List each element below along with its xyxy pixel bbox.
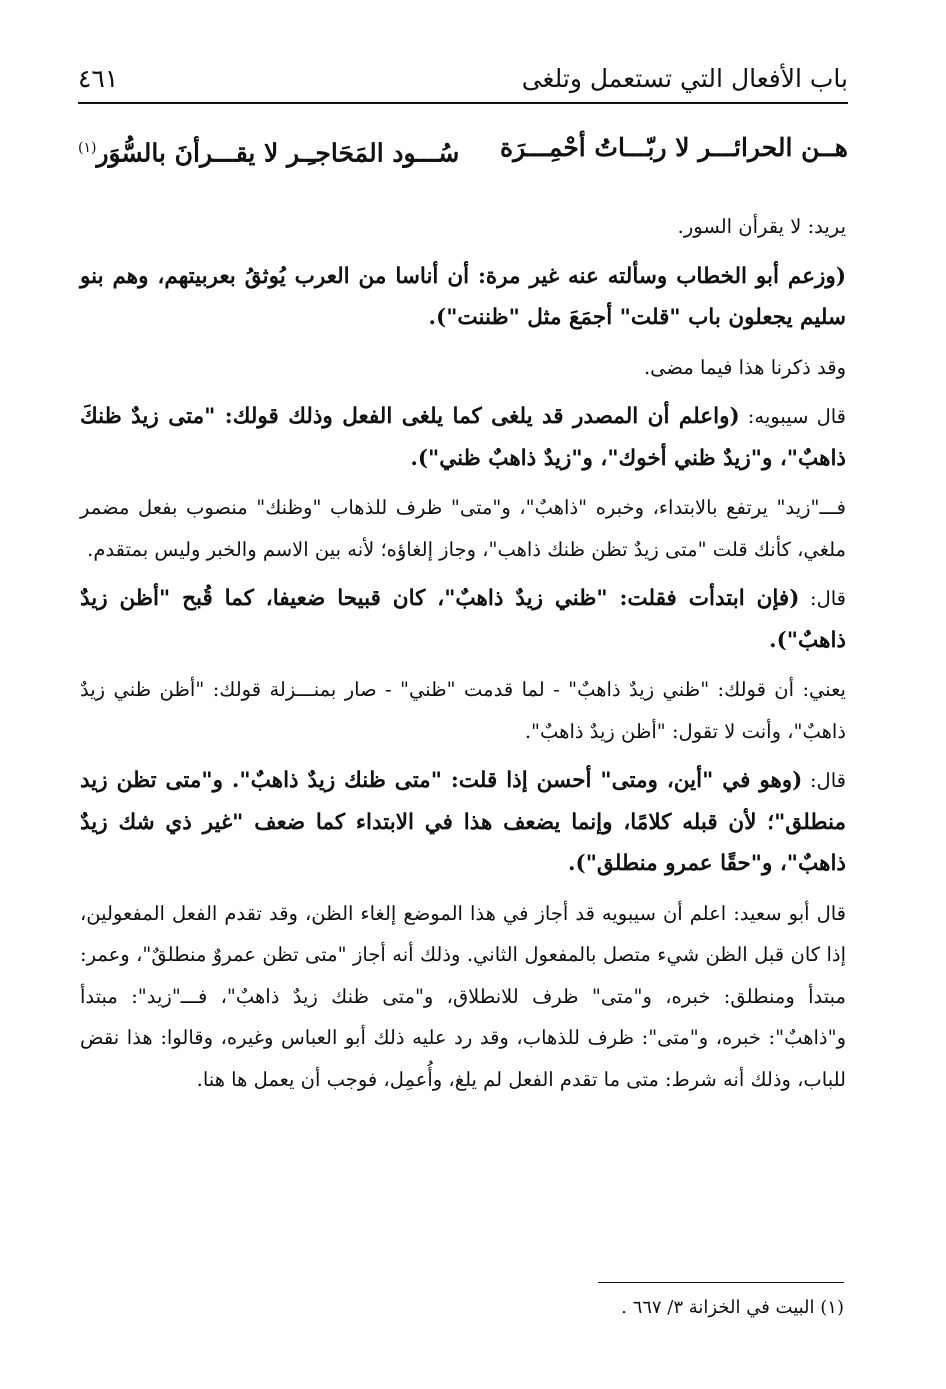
paragraph-intro: قال: [802,769,846,792]
paragraph [80,893,846,1101]
footnote-divider [598,1282,844,1283]
paragraph [80,760,846,885]
paragraph [80,487,846,570]
quoted-text: (وزعم أبو الخطاب وسألته عنه غير مرة: أن أناسا من العرب يُوثقُ بعربيتهم، وهم بنو سليم يجعلون باب "قلت" أجمَعَ مثل "ظننت"). [80,263,846,330]
paragraph-text: فـــ"زيد" يرتفع بالابتداء، وخبره "ذاهبٌ"، و"متى" ظرف للذهاب "وظنك" منصوب بفعل مضمر ملغي، كأنك قلت "متى زيدٌ تظن ظنك ذاهب"، وجاز إلغاؤه؛ لأنه بين الاسم والخبر وليس بمتقدم. [80,496,846,561]
paragraph [80,669,846,752]
footnote: (١) البيت في الخزانة ٣/ ٦٦٧ . [621,1297,844,1318]
paragraph-intro: قال سيبويه: [739,405,846,428]
page-header [78,58,848,98]
footnote-marker: (١) [78,140,97,156]
page-number: ٤٦١ [78,63,119,93]
chapter-title: باب الأفعال التي تستعمل وتلغى [521,63,848,93]
paragraph [80,578,846,661]
paragraph-text: قال أبو سعيد: اعلم أن سيبويه قد أجاز في هذا الموضع إلغاء الظن، وقد تقدم الفعل المفعولين، إذا كان قبل الظن شيء متصل بالمفعول الثاني. وذلك أنه أجاز "متى تظن عمروٌ منطلقٌ"، وعمر: مبتدأ ومنطلق: خبره، و"متى" ظرف للانطلاق، و"متى ظنك زيدٌ ذاهبٌ"، فـــ"زيد": مبتدأ و"ذاهبٌ": خبره، و"متى": ظرف للذهاب، وقد رد عليه ذلك أبو العباس وغيره، وقالوا: هذا نقض للباب، وذلك أنه شرط: متى ما تقدم الفعل لم يلغ، وأُعمِل، فوجب أن يعمل ها هنا. [80,901,846,1091]
quoted-text: (فإن ابتدأت فقلت: "ظني زيدٌ ذاهبٌ"، كان قبيحا ضعيفا، كما قُبح "أظن زيدٌ ذاهبٌ"). [80,586,846,653]
paragraph [80,347,846,389]
quoted-text: (واعلم أن المصدر قد يلغى كما يلغى الفعل وذلك قولك: "متى زيدٌ ظنكَ ذاهبٌ"، و"زيدٌ ظني أخوك"، و"زيدٌ ذاهبٌ ظني"). [80,404,846,471]
quoted-text: (وهو في "أين، ومتى" أحسن إذا قلت: "متى ظنك زيدٌ ذاهبٌ". و"متى تظن زيد منطلق"؛ لأن قبله كلامًا، وإنما يضعف هذا في الابتداء كما ضعف "غير ذي شك زيدٌ ذاهبٌ"، و"حقًا عمرو منطلق"). [80,768,847,876]
paragraph [80,396,846,479]
paragraph-text: يعني: أن قولك: "ظني زيدٌ ذاهبٌ" - لما قدمت "ظني" - صار بمنـــزلة قولك: "أظن ظني زيدٌ ذاهبٌ"، وأنت لا تقول: "أظن زيدٌ ذاهبٌ". [80,678,846,743]
paragraph-text: وقد ذكرنا هذا فيما مضى. [643,355,846,379]
verse-second-hemistich [78,124,459,177]
paragraph [80,256,846,339]
poetry-verse [78,124,848,177]
verse-second-hemistich-text: سُـــود المَحَاجـِـر لا يقـــرأنَ بالسُّوَر [96,138,460,168]
paragraph-intro: قال: [799,587,846,610]
body-text [80,206,846,1108]
paragraph-text: يريد: لا يقرأن السور. [677,215,846,238]
header-divider [78,102,848,104]
paragraph [80,206,846,248]
verse-first-hemistich: هــن الحرائـــر لا ربّـــاتُ أحْمِـــرَة [500,133,848,162]
